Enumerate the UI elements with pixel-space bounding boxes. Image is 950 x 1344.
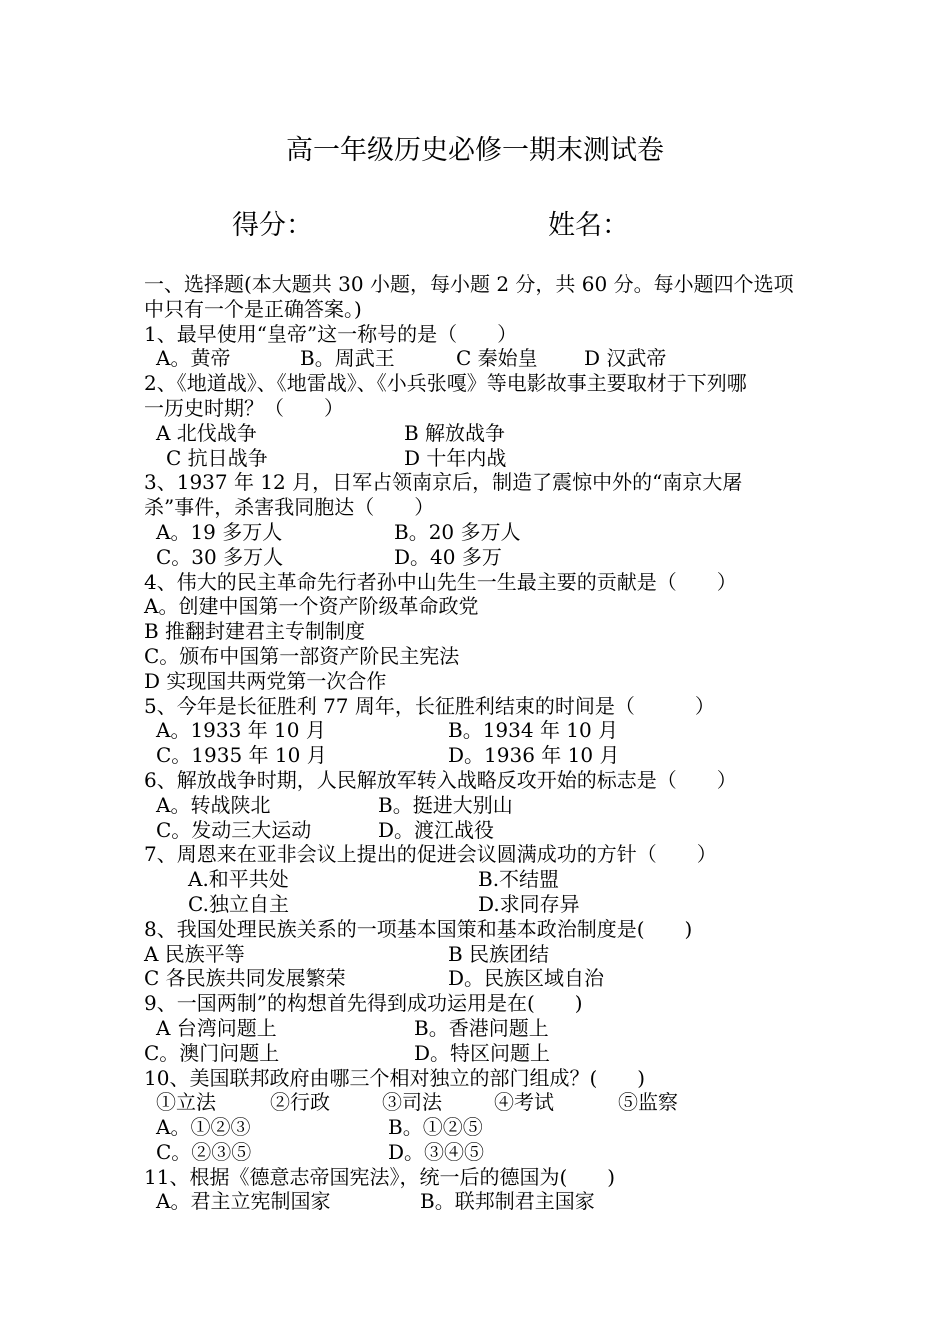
option: B 解放战争 — [404, 420, 506, 445]
option: A 台湾问题上 — [156, 1015, 277, 1040]
option-row — [144, 743, 824, 768]
page-title: 高一年级历史必修一期末测试卷 — [286, 135, 664, 166]
question-stem: 4、伟大的民主革命先行者孙中山先生一生最主要的贡献是（ ） — [144, 569, 737, 594]
numbered-item: ⑤监察 — [618, 1090, 678, 1115]
section-heading-cont: 中只有一个是正确答案。) — [144, 296, 362, 321]
option-row — [144, 520, 824, 545]
question-stem: 3、1937 年 12 月，日军占领南京后，制造了震惊中外的“南京大屠 — [144, 470, 743, 495]
question-stem-cont: 杀”事件，杀害我同胞达（ ） — [144, 495, 435, 520]
option-row — [144, 1115, 824, 1140]
option: C。30 多万人 — [156, 544, 284, 569]
option: D。民族区域自治 — [448, 966, 605, 991]
option-row — [144, 892, 824, 917]
option-row — [144, 1041, 824, 1066]
option: B。香港问题上 — [414, 1015, 549, 1040]
option: D。特区问题上 — [414, 1040, 551, 1065]
item-row — [144, 1090, 824, 1115]
option: C 抗日战争 — [166, 445, 268, 470]
option: C。1935 年 10 月 — [156, 743, 327, 768]
option: C 秦始皇 — [456, 346, 538, 371]
option: A。转战陕北 — [156, 792, 271, 817]
option: C。澳门问题上 — [144, 1040, 280, 1065]
question-stem: 9、一国两制”的构想首先得到成功运用是在( ) — [144, 991, 583, 1016]
option: C。颁布中国第一部资产阶民主宪法 — [144, 643, 460, 668]
option: D.求同存异 — [478, 891, 580, 916]
option: B.不结盟 — [478, 867, 560, 892]
option-row — [144, 966, 824, 991]
numbered-item: ②行政 — [270, 1090, 330, 1115]
option: A 民族平等 — [144, 941, 245, 966]
option: A 北伐战争 — [156, 420, 257, 445]
section-heading: 一、选择题(本大题共 30 小题，每小题 2 分，共 60 分。每小题四个选项 — [144, 272, 794, 296]
option: C。②③⑤ — [156, 1139, 252, 1164]
numbered-item: ④考试 — [494, 1090, 554, 1115]
option-row — [144, 818, 824, 843]
option: C。发动三大运动 — [156, 817, 312, 842]
score-label: 得分： — [232, 210, 313, 241]
option-row — [144, 942, 824, 967]
option: D。1936 年 10 月 — [448, 743, 620, 768]
option: B 推翻封建君主专制制度 — [144, 619, 366, 644]
option: C 各民族共同发展繁荣 — [144, 966, 346, 991]
option: D 十年内战 — [404, 445, 507, 470]
option: D。③④⑤ — [388, 1139, 485, 1164]
option: A。君主立宪制国家 — [156, 1189, 331, 1214]
option: A。黄帝 — [156, 346, 231, 371]
question-body — [144, 272, 824, 1214]
option-row — [144, 1016, 824, 1041]
option-row — [144, 1140, 824, 1165]
option: A.和平共处 — [188, 867, 289, 892]
option-row — [144, 718, 824, 743]
option: B。周武王 — [300, 346, 395, 371]
question-stem: 8、我国处理民族关系的一项基本国策和基本政治制度是( ) — [144, 916, 693, 941]
question-stem: 11、根据《德意志帝国宪法》，统一后的德国为( ) — [144, 1164, 616, 1189]
question-stem: 5、今年是长征胜利 77 周年，长征胜利结束的时间是（ ） — [144, 693, 715, 718]
question-stem: 10、美国联邦政府由哪三个相对独立的部门组成？( ) — [144, 1065, 646, 1090]
numbered-item: ①立法 — [156, 1090, 216, 1115]
option: B。1934 年 10 月 — [448, 718, 619, 743]
option: B 民族团结 — [448, 941, 550, 966]
option-row — [144, 793, 824, 818]
option: B。挺进大别山 — [378, 792, 513, 817]
option: D。渡江战役 — [378, 817, 495, 842]
option: B。联邦制君主国家 — [420, 1189, 595, 1214]
question-stem: 6、解放战争时期，人民解放军转入战略反攻开始的标志是（ ） — [144, 767, 737, 792]
option-row — [144, 346, 824, 371]
option: D 实现国共两党第一次合作 — [144, 668, 387, 693]
option: A。创建中国第一个资产阶级革命政党 — [144, 594, 479, 619]
option: C.独立自主 — [188, 891, 289, 916]
option: B。20 多万人 — [394, 519, 521, 544]
name-label: 姓名： — [548, 210, 629, 241]
question-stem-cont: 一历史时期？（ ） — [144, 395, 344, 420]
option: D 汉武帝 — [584, 346, 667, 371]
question-stem: 2、《地道战》、《地雷战》、《小兵张嘎》等电影故事主要取材于下列哪 — [144, 371, 747, 396]
option: A。①②③ — [156, 1115, 251, 1140]
option-row — [144, 545, 824, 570]
option: B。①②⑤ — [388, 1115, 483, 1140]
option: A。19 多万人 — [156, 519, 283, 544]
numbered-item: ③司法 — [382, 1090, 442, 1115]
option: D。40 多万 — [394, 544, 502, 569]
question-stem: 1、最早使用“皇帝”这一称号的是（ ） — [144, 321, 518, 346]
option-row — [144, 867, 824, 892]
option: A。1933 年 10 月 — [156, 718, 326, 743]
option-row — [144, 1189, 824, 1214]
option-row — [144, 421, 824, 446]
question-stem: 7、周恩来在亚非会议上提出的促进会议圆满成功的方针（ ） — [144, 842, 717, 867]
option-row — [144, 446, 824, 471]
